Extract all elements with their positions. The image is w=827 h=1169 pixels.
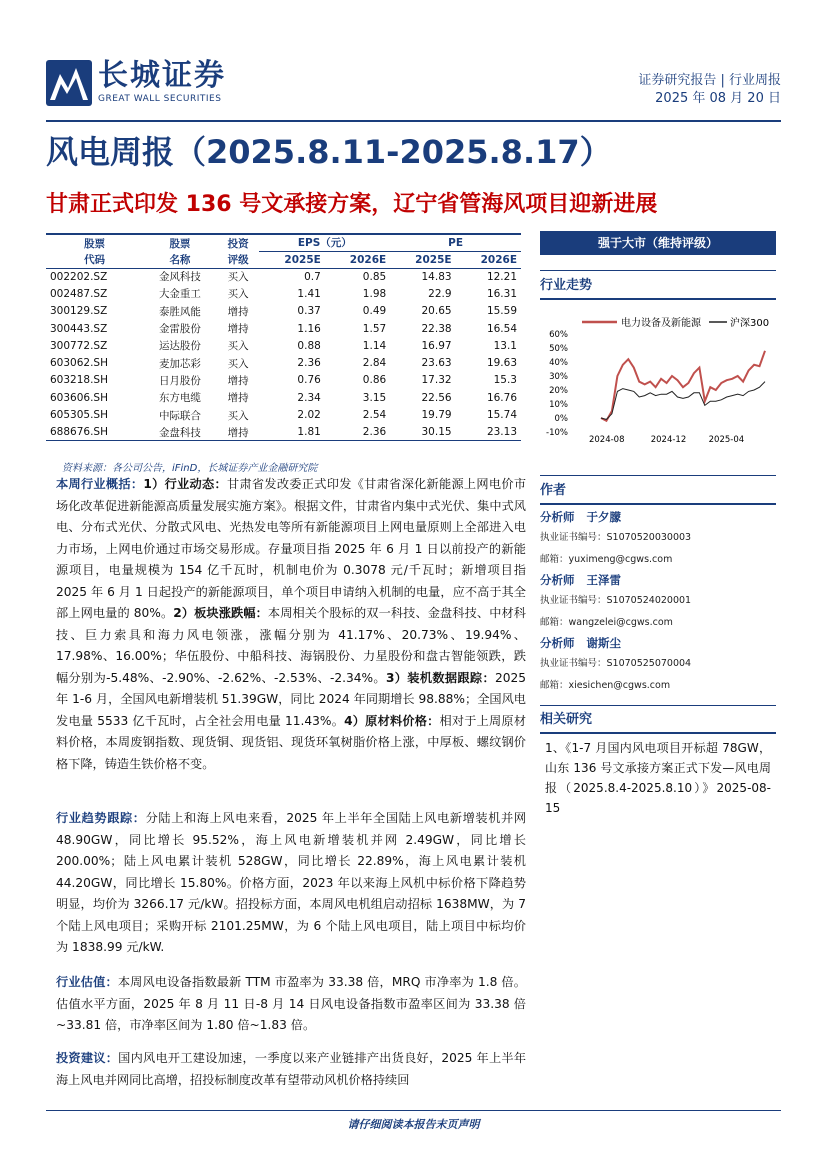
eps-2025: 2.36: [297, 357, 321, 370]
x-tick-label: 2024-12: [650, 435, 687, 445]
stock-rating: 买入: [227, 357, 249, 370]
table-header-year: 2026E: [456, 251, 521, 268]
eps-2026: 0.85: [362, 270, 387, 283]
stock-code: 300443.SZ: [50, 322, 108, 335]
eps-2025: 2.34: [297, 391, 321, 404]
stock-name: 泰胜风能: [158, 305, 201, 318]
eps-2025: 2.02: [297, 409, 321, 422]
section-head-authors: 作者: [540, 482, 776, 505]
para-key: 行业趋势跟踪：: [56, 811, 146, 825]
pe-2025: 16.97: [421, 339, 452, 352]
table-header-eps: EPS（元）: [259, 234, 390, 251]
table-header-rating-2: 评级: [217, 251, 260, 268]
eps-2025: 1.81: [259, 424, 324, 441]
stock-name: 东方电缆: [158, 392, 201, 405]
stock-code: 300129.SZ: [50, 305, 108, 318]
para-text: 甘肃省发改委正式印发《甘肃省深化新能源上网电价市场化改革促进新能源高质量发展实施方案》。根据文件，甘肃省内集中式光伏、集中式风电、分布式光伏、分散式风电、光热发电等所有新能源项目上网电量原则上全部进入电力市场，上网电价通过市场交易形成。存量项目指 2025 年 6 月 1 日以前投产的新能源项目，电量规模为 154 亿千瓦时，机制电价为 0.3078 元/千瓦时；新增项目指 2025 年 6 月 1 日起投产的新能源项目，单个项目申请纳入机制的电量，应不高于其全部上网电量的 80%。: [56, 477, 527, 620]
y-tick-label: 0%: [554, 414, 568, 424]
para-key: 2）板块涨跌幅：: [173, 606, 268, 620]
table-header-year: 2025E: [259, 251, 324, 268]
industry-trend-chart: [537, 310, 777, 450]
stock-code: 002202.SZ: [50, 270, 108, 283]
analyst-card: [540, 573, 691, 630]
brand-name: 长城证券: [98, 58, 226, 93]
table-header-code: 股票: [46, 234, 143, 251]
pe-2025: 17.32: [421, 374, 452, 387]
stock-code: 002487.SZ: [50, 287, 108, 300]
table-row: [46, 320, 521, 337]
section-rule: [540, 475, 776, 476]
page-title: 风电周报（2025.8.11-2025.8.17）: [46, 133, 612, 171]
report-meta: [638, 72, 781, 108]
pe-2025: 22.9: [428, 287, 452, 300]
stock-name: 金风科技: [158, 271, 201, 284]
stock-rating: 增持: [227, 323, 249, 336]
table-header-rating: 投资: [217, 234, 260, 251]
y-tick-label: 60%: [549, 330, 568, 340]
pe-2025: 30.15: [390, 424, 455, 441]
stock-rating: 买入: [227, 288, 249, 301]
stock-code: 603062.SH: [50, 357, 108, 370]
table-row: [46, 406, 521, 423]
eps-2026: 1.14: [362, 339, 387, 352]
eps-2026: 2.54: [362, 409, 387, 422]
table-row: [46, 354, 521, 371]
report-type: 证券研究报告 | 行业周报: [638, 73, 781, 88]
eps-2026: 3.15: [362, 391, 387, 404]
table-header-name-2: 名称: [143, 251, 217, 268]
table-header-name: 股票: [143, 234, 217, 251]
stock-rating: 买入: [227, 271, 249, 284]
eps-2025: 0.7: [304, 270, 321, 283]
pe-2026: 15.74: [486, 409, 517, 422]
analyst-email[interactable]: 邮箱：wangzelei@cgws.com: [540, 617, 673, 628]
pe-2026: 15.59: [486, 305, 517, 318]
pe-2026: 16.31: [486, 287, 517, 300]
y-tick-label: 40%: [549, 358, 568, 368]
table-header-year: 2026E: [325, 251, 390, 268]
table-row: [46, 372, 521, 389]
eps-2026: 1.98: [362, 287, 387, 300]
para-key: 本周行业概括：: [56, 477, 144, 491]
stock-name: 金盘科技: [143, 424, 217, 441]
pe-2025: 14.83: [421, 270, 452, 283]
stock-table: [46, 233, 521, 441]
analyst-cert: 执业证书编号：S1070520030003: [540, 532, 692, 543]
stock-name: 金雷股份: [158, 323, 201, 336]
para-text: 本周风电设备指数最新 TTM 市盈率为 33.38 倍，MRQ 市净率为 1.8 倍。估值水平方面，2025 年 8 月 11 日-8 月 14 日风电设备指数市盈率区间为 33.38 倍~33.81 倍，市净率区间为 1.80 倍~1.83 倍。: [56, 975, 526, 1032]
footer-disclaimer: 请仔细阅读本报告末页声明: [347, 1118, 480, 1131]
stock-code: 688676.SH: [46, 424, 143, 441]
para-key: 行业估值：: [56, 975, 118, 989]
table-row: [46, 424, 521, 441]
table-header-pe: PE: [390, 234, 521, 251]
eps-2025: 1.16: [297, 322, 321, 335]
para-key: 投资建议：: [56, 1051, 119, 1065]
stock-rating: 买入: [227, 409, 249, 422]
pe-2025: 19.79: [421, 409, 452, 422]
page-subtitle: 甘肃正式印发 136 号文承接方案，辽宁省管海风项目迎新进展: [46, 192, 658, 217]
stock-rating: 买入: [227, 340, 249, 353]
pe-2025: 23.63: [421, 357, 452, 370]
y-tick-label: 30%: [549, 372, 568, 382]
y-tick-label: -10%: [546, 428, 568, 438]
para-text: 分陆上和海上风电来看，2025 年上半年全国陆上风电新增装机并网 48.90GW，同比增长 95.52%，海上风电新增装机并网 2.49GW，同比增长 200.00%；陆上风电累计装机 528GW，同比增长 22.89%，海上风电累计装机 44.20GW，同比增长 15.80%。价格方面，2023 年以来海上风机中标价格下降趋势明显，均价为 3266.17 元/kW。招投标方面，本周风电机组启动招标 1638MW，为 7 个陆上风电项目；采购开标 2101.25MW，为 6 个陆上风电项目，陆上项目中标均价为 1838.99 元/kW.: [56, 811, 527, 954]
table-row: [46, 389, 521, 406]
trend-paragraph: [56, 808, 526, 959]
table-header-code-2: 代码: [46, 251, 143, 268]
analyst-name: 王泽雷: [586, 573, 621, 587]
stock-rating: 增持: [227, 305, 249, 318]
eps-2026: 2.84: [362, 357, 387, 370]
eps-2025: 1.41: [297, 287, 321, 300]
y-tick-label: 20%: [549, 386, 568, 396]
para-key: 3）装机数据跟踪：: [385, 670, 495, 685]
stock-code: 605305.SH: [50, 409, 108, 422]
analyst-email[interactable]: 邮箱：yuximeng@cgws.com: [540, 554, 673, 565]
para-key: 1）行业动态：: [143, 477, 227, 491]
stock-rating: 增持: [227, 374, 249, 387]
pe-2026: 15.3: [493, 374, 517, 387]
stock-name: 大金重工: [158, 288, 201, 301]
eps-2025: 0.76: [297, 374, 321, 387]
para-text: 本周相关个股标的双一科技、金盘科技、中材科技、巨力索具和海力风电领涨，涨幅分别为 41.17%、20.73%、19.94%、17.98%、16.00%；华伍股份、中船科技、海锅股份、力星股份和盘古智能领跌，跌幅分别为-5.48%、-2.90%、-2.62%、-2.53%、-2.34%。: [56, 606, 526, 685]
report-date: 2025 年 08 月 20 日: [655, 91, 781, 106]
analyst-role: 分析师: [540, 636, 575, 650]
pe-2025: 20.65: [421, 305, 452, 318]
analyst-role: 分析师: [540, 510, 575, 524]
table-source: 资料来源：各公司公告，iFinD，长城证券产业金融研究院: [62, 463, 318, 474]
series-line-industry: [601, 351, 765, 421]
legend-label: 沪深300: [730, 318, 770, 329]
stock-code: 603218.SH: [50, 374, 108, 387]
footer-divider: [46, 1110, 781, 1111]
eps-2025: 0.88: [297, 339, 321, 352]
stock-name: 中际联合: [158, 409, 201, 422]
para-text: 相对于上周原材料价格，本周废钢指数、现货铜、现货铝、现货环氧树脂价格上涨，中厚板、螺纹钢价格下降，铸造生铁价格不变。: [56, 713, 527, 771]
eps-2026: 2.36: [325, 424, 390, 441]
stock-code: 300772.SZ: [50, 339, 108, 352]
stock-name: 日月股份: [158, 374, 201, 387]
eps-2026: 0.86: [362, 374, 387, 387]
header-divider: [46, 120, 781, 122]
x-tick-label: 2025-04: [708, 435, 745, 445]
analyst-card: [540, 510, 691, 567]
analyst-cert: 执业证书编号：S1070525070004: [540, 658, 692, 669]
pe-2025: 22.56: [421, 391, 452, 404]
stock-name: 运达股份: [158, 340, 201, 353]
analyst-name: 于夕朦: [586, 510, 621, 524]
pe-2026: 13.1: [493, 339, 517, 352]
analyst-role: 分析师: [540, 573, 575, 587]
para-text: 国内风电开工建设加速，一季度以来产业链排产出货良好，2025 年上半年海上风电并网同比高增，招投标制度改革有望带动风机价格持续回: [56, 1051, 527, 1087]
section-rule: [540, 705, 776, 706]
pe-2026: 16.54: [486, 322, 517, 335]
brand-name-en: GREAT WALL SECURITIES: [98, 94, 222, 104]
eps-2026: 0.49: [362, 305, 387, 318]
table-row: [46, 285, 521, 302]
table-row: [46, 337, 521, 354]
section-head-trend: 行业走势: [540, 277, 776, 300]
section-head-related: 相关研究: [540, 711, 776, 734]
table-row: [46, 303, 521, 320]
pe-2026: 16.76: [486, 391, 517, 404]
section-rule: [540, 270, 776, 271]
analyst-email[interactable]: 邮箱：xiesichen@cgws.com: [540, 680, 671, 691]
y-tick-label: 10%: [549, 400, 568, 410]
para-text: 2025 年 1-6 月，全国风电新增装机 51.39GW，同比 2024 年同期增长 98.88%；全国风电发电量 5533 亿千瓦时，占全社会用电量 11.43%。: [56, 670, 527, 728]
pe-2025: 22.38: [421, 322, 452, 335]
eps-2025: 0.37: [297, 305, 321, 318]
chart-legend: [582, 316, 769, 329]
legend-label: 电力设备及新能源: [621, 318, 701, 329]
y-tick-label: 50%: [549, 344, 568, 354]
analyst-cert: 执业证书编号：S1070524020001: [540, 595, 692, 606]
advice-paragraph: [56, 1048, 526, 1091]
stock-rating: 增持: [227, 392, 249, 405]
table-header-year: 2025E: [390, 251, 455, 268]
related-report: 1、《1-7 月国内风电项目开标超 78GW，山东 136 号文承接方案正式下发—风电周报（2025.8.4-2025.8.10）》2025-08-15: [545, 741, 771, 815]
summary-paragraph: [56, 474, 526, 775]
stock-name: 麦加芯彩: [158, 357, 201, 370]
company-logo: [46, 60, 92, 106]
table-row: [46, 268, 521, 285]
para-key: 4）原材料价格：: [344, 713, 440, 728]
analyst-name: 谢斯尘: [586, 636, 621, 650]
stock-code: 603606.SH: [50, 391, 108, 404]
pe-2026: 12.21: [486, 270, 517, 283]
eps-2026: 1.57: [362, 322, 387, 335]
analyst-card: [540, 636, 691, 693]
pe-2026: 19.63: [486, 357, 517, 370]
valuation-paragraph: [56, 972, 526, 1037]
stock-rating: 增持: [217, 424, 260, 441]
pe-2026: 23.13: [456, 424, 521, 441]
x-tick-label: 2024-08: [588, 435, 625, 445]
rating-badge: 强于大市（维持评级）: [540, 231, 776, 255]
